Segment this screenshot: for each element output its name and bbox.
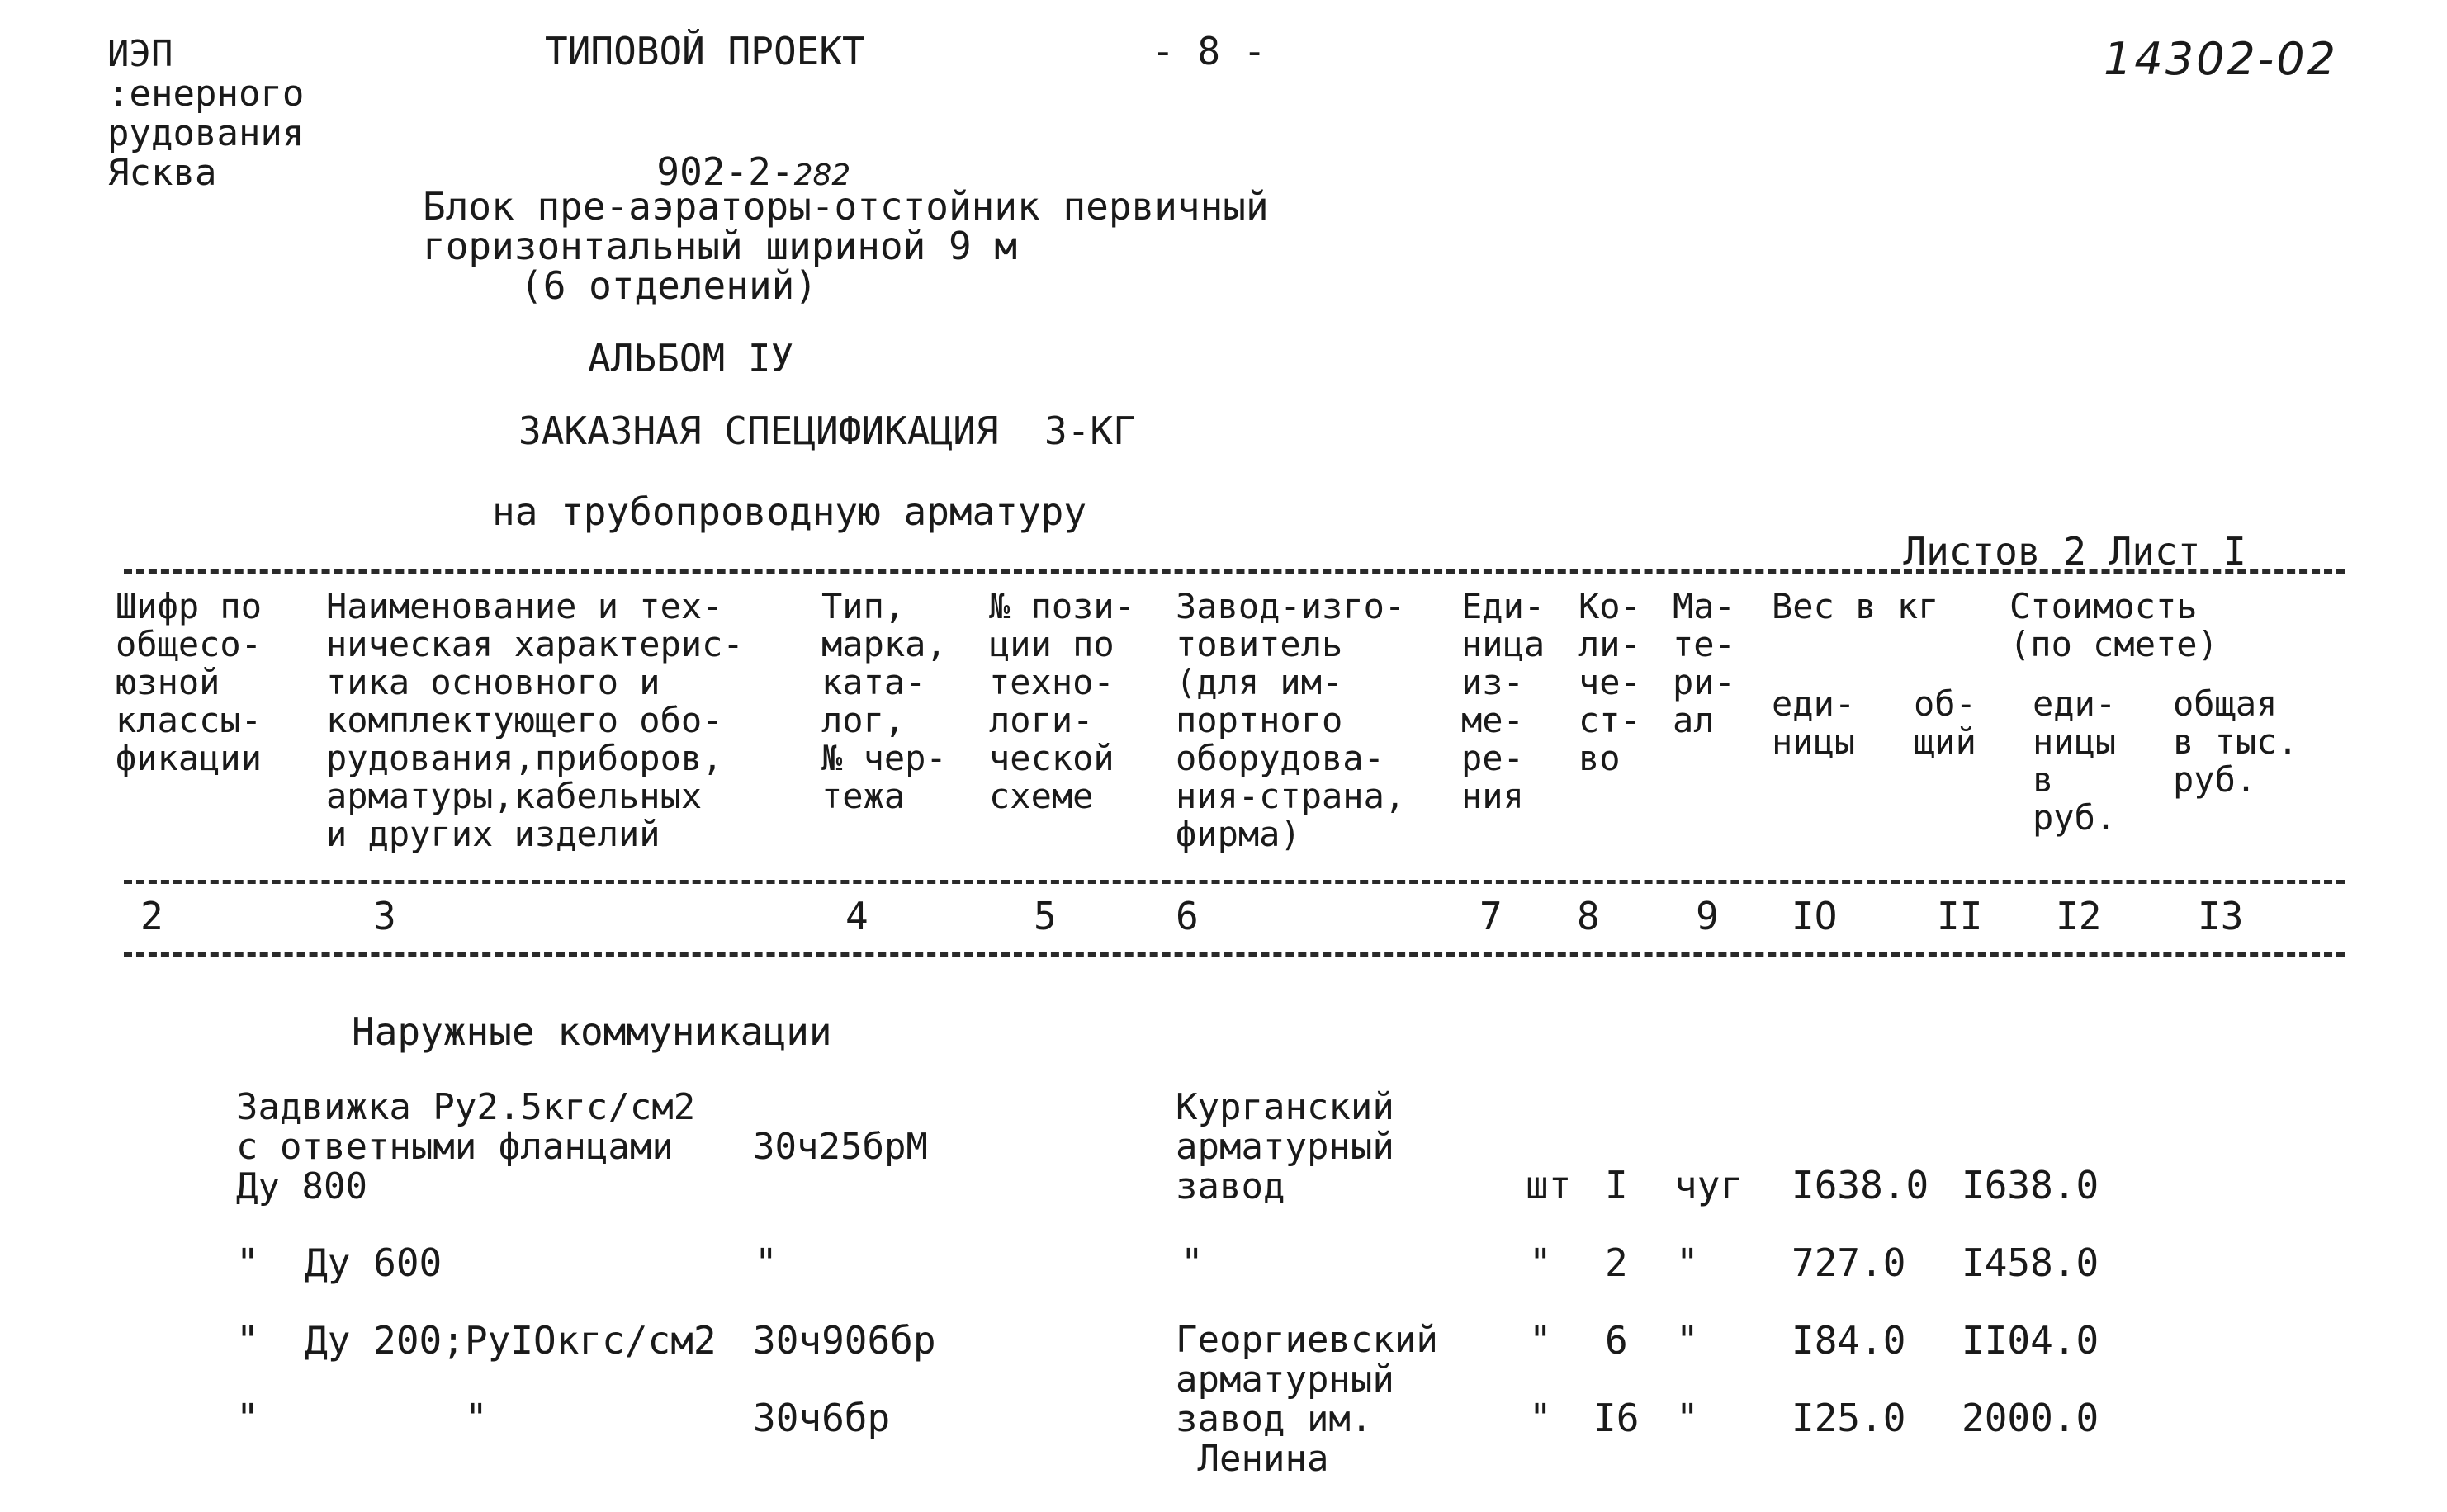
col-name: Наименование и тех- ническая характерис- тика основного и комплектующего обо- рудования,приборов, арматуры,кабельных и других изделий — [326, 586, 744, 854]
col-number-4: 4 — [845, 894, 869, 938]
row-3-unit: " — [1529, 1318, 1552, 1363]
row-2-name: " Ду 600 — [236, 1240, 443, 1285]
col-number-6: 6 — [1176, 894, 1199, 938]
col-number-10: IO — [1791, 894, 1838, 938]
row-3-material: " — [1676, 1318, 1699, 1363]
sheets-total: 2 — [2063, 529, 2086, 574]
col-position: № пози- ции по техно- логи- ческой схеме — [989, 586, 1136, 816]
col-classification: Шифр по общесо- юзной классы- фикации — [116, 586, 263, 778]
col-quantity: Ко- ли- че- ст- во — [1578, 586, 1641, 778]
col-number-12: I2 — [2056, 894, 2102, 938]
row-3-weight-unit: I84.0 — [1791, 1318, 1906, 1363]
org-line-3: рудования — [107, 112, 305, 154]
project-number-handwritten: 282 — [793, 158, 851, 192]
col-number-3: 3 — [373, 894, 396, 938]
row-3-manufacturer: Георгиевский арматурный — [1176, 1319, 1438, 1401]
col-weight-group: Вес в кг — [1772, 586, 1939, 626]
row-1-material: чуг — [1674, 1163, 1744, 1207]
specification-title: ЗАКАЗНАЯ СПЕЦИФИКАЦИЯ 3-КГ — [518, 409, 1136, 453]
row-2-quantity: 2 — [1605, 1240, 1628, 1285]
col-weight-total: об- щий — [1914, 683, 1976, 762]
row-1-unit: шт — [1526, 1163, 1572, 1207]
section-title: Наружные коммуникации — [352, 1009, 832, 1054]
sheets-label: Листов — [1903, 529, 2041, 574]
row-2-weight-total: I458.0 — [1962, 1240, 2099, 1285]
row-3-weight-total: II04.0 — [1962, 1318, 2099, 1363]
col-number-5: 5 — [1034, 894, 1057, 938]
org-line-1: ИЭП — [107, 33, 173, 75]
title-line-1: Блок пре-аэраторы-отстойник первичный — [423, 184, 1269, 229]
project-label: ТИПОВОЙ ПРОЕКТ — [545, 29, 865, 73]
col-number-7: 7 — [1479, 894, 1503, 938]
row-4-manufacturer: завод им. Ленина — [1176, 1398, 1373, 1480]
row-4-type: 30ч6бр — [753, 1396, 891, 1440]
title-line-2: горизонтальный шириной 9 м — [423, 224, 1018, 268]
col-unit: Еди- ница из- ме- ре- ния — [1461, 586, 1545, 816]
sheet-number: I — [2223, 529, 2246, 574]
album-label: АЛЬБОМ IУ — [588, 336, 794, 380]
table-numbers-rule — [124, 952, 2345, 957]
table-header-rule — [124, 880, 2345, 884]
row-4-weight-unit: I25.0 — [1791, 1396, 1906, 1440]
table-top-rule — [124, 569, 2345, 574]
row-1-type: 30ч25брМ — [753, 1126, 928, 1168]
page-number: - 8 - — [1152, 29, 1266, 73]
project-number-prefix: 902-2- — [656, 149, 794, 194]
sheet-info — [1858, 492, 2246, 574]
row-3-type: 30ч906бр — [753, 1318, 936, 1363]
col-number-9: 9 — [1696, 894, 1719, 938]
row-1-weight-unit: I638.0 — [1791, 1163, 1929, 1207]
col-number-2: 2 — [140, 894, 163, 938]
col-cost-unit: еди- ницы в руб. — [2033, 683, 2117, 838]
col-cost-group: Стоимость (по смете) — [2009, 586, 2218, 664]
col-weight-unit: еди- ницы — [1772, 683, 1856, 762]
org-line-2: :енерного — [107, 73, 305, 115]
sheet-label: Лист — [2109, 529, 2201, 574]
row-4-name: " " — [236, 1396, 488, 1440]
col-number-8: 8 — [1577, 894, 1600, 938]
col-material: Ма- те- ри- ал — [1673, 586, 1735, 740]
row-1-quantity: I — [1605, 1163, 1628, 1207]
col-manufacturer: Завод-изго- товитель (для им- портного оборудова- ния-страна, фирма) — [1176, 586, 1406, 854]
row-4-material: " — [1676, 1396, 1699, 1440]
title-line-3: (6 отделений) — [520, 263, 818, 308]
row-2-manufacturer: " — [1181, 1240, 1204, 1285]
col-number-11: II — [1937, 894, 1983, 938]
row-4-weight-total: 2000.0 — [1962, 1396, 2099, 1440]
row-3-quantity: 6 — [1605, 1318, 1628, 1363]
row-1-name: Задвижка Ру2.5кгс/см2 с ответными фланцами Ду 800 — [236, 1086, 696, 1207]
row-2-weight-unit: 727.0 — [1791, 1240, 1906, 1285]
row-2-material: " — [1676, 1240, 1699, 1285]
row-1-weight-total: I638.0 — [1962, 1163, 2099, 1207]
row-3-name: " Ду 200;РуIOкгс/см2 — [236, 1318, 717, 1363]
col-cost-total: общая в тыс. руб. — [2173, 683, 2298, 800]
specification-subject: на трубопроводную арматуру — [492, 489, 1087, 534]
row-4-unit: " — [1529, 1396, 1552, 1440]
row-1-manufacturer: Курганский арматурный завод — [1176, 1086, 1394, 1207]
col-number-13: I3 — [2198, 894, 2244, 938]
org-line-4: Ясква — [107, 152, 217, 194]
row-2-unit: " — [1529, 1240, 1552, 1285]
row-2-type: " — [755, 1240, 778, 1285]
row-4-quantity: I6 — [1593, 1396, 1640, 1440]
project-number — [611, 112, 850, 196]
document-code: 14302-02 — [2104, 33, 2338, 85]
col-type: Тип, марка, ката- лог, № чер- тежа — [821, 586, 947, 816]
